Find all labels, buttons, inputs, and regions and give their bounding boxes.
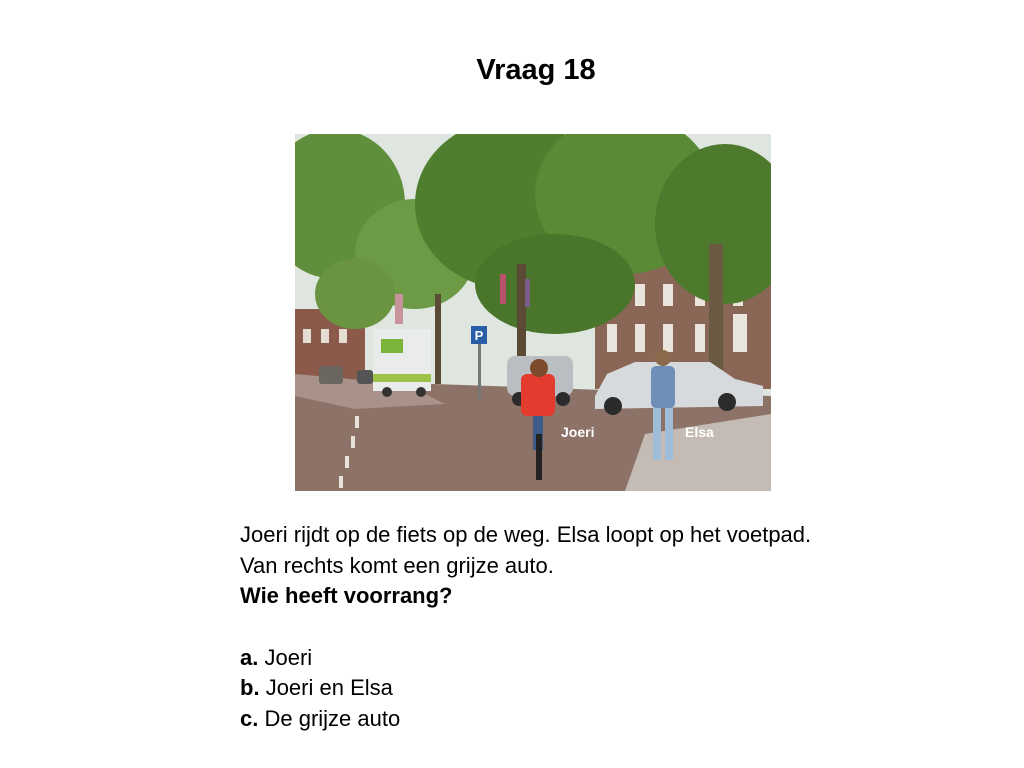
question-line-1: Joeri rijdt op de fiets op de weg. Elsa loopt op het voetpad. (240, 522, 812, 547)
photo-label-elsa: Elsa (685, 424, 714, 440)
question-block (240, 520, 811, 734)
question-line-2: Van rechts komt een grijze auto. (240, 552, 554, 578)
answer-b[interactable] (240, 673, 811, 704)
slide-title: Vraag 18 (476, 54, 596, 86)
answer-a[interactable] (240, 643, 811, 674)
answer-b-text: Joeri en Elsa (265, 675, 393, 700)
answer-a-text: Joeri (264, 644, 313, 670)
question-prompt: Wie heeft voorrang? (240, 583, 453, 608)
answer-c[interactable] (240, 704, 811, 735)
parking-sign-letter: P (474, 328, 484, 343)
street-photo (295, 134, 771, 491)
answer-c-text: De grijze auto (264, 705, 401, 731)
answer-c-letter: c. (240, 705, 259, 731)
photo-label-joeri: Joeri (561, 424, 595, 440)
answer-b-letter: b. (240, 675, 260, 700)
answer-a-letter: a. (240, 644, 259, 670)
